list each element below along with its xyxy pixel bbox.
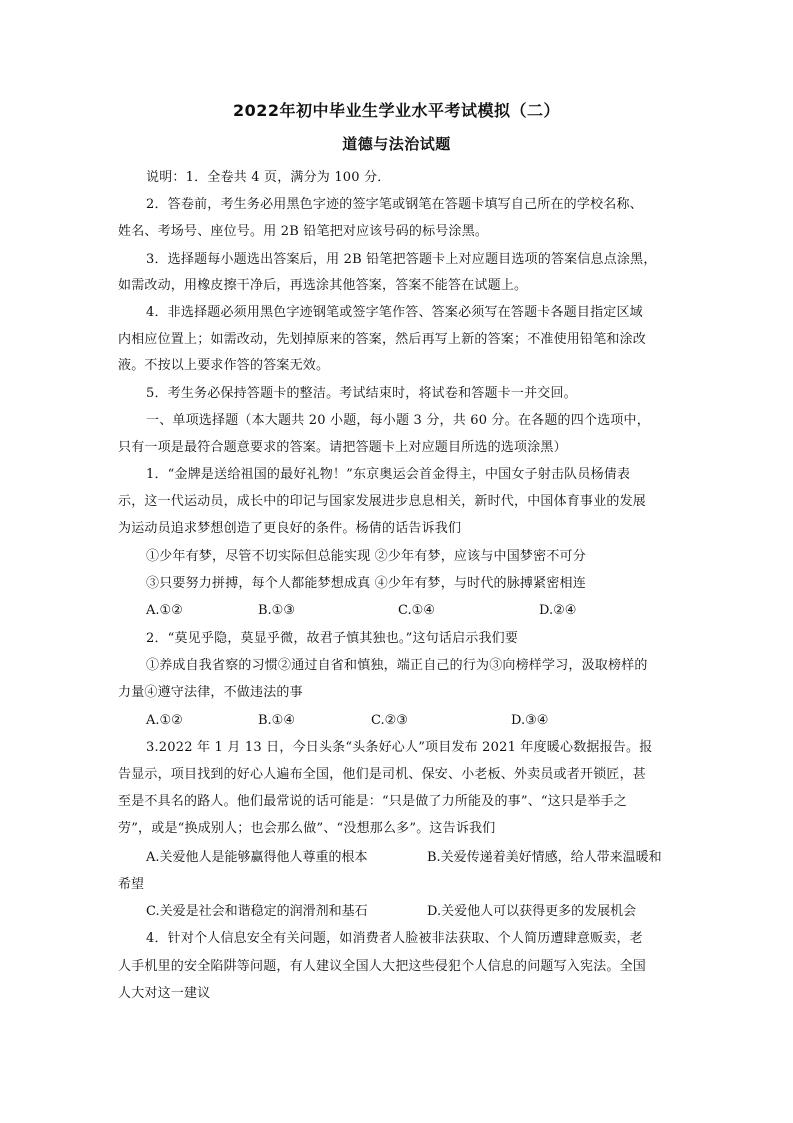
instruction-line: 如需改动，用橡皮擦干净后，再选涂其他答案，答案不能答在试题上。 bbox=[118, 278, 528, 293]
question-4-stem: 人手机里的安全陷阱等问题，有人建议全国人大把这些侵犯个人信息的问题写入宪法。全国 bbox=[118, 959, 647, 974]
instruction-line: 5．考生务必保持答题卡的整洁。考试结束时，将试卷和答题卡一并交回。 bbox=[146, 386, 577, 401]
question-3-option-a: A.关爱他人是能够赢得他人尊重的根本 bbox=[146, 850, 368, 865]
question-1-stem: 为运动员追求梦想创造了更良好的条件。杨倩的话告诉我们 bbox=[118, 521, 462, 536]
question-4-stem: 人大对这一建议 bbox=[118, 986, 211, 1001]
question-2-stem: 2．“莫见乎隐，莫显乎微，故君子慎其独也。”这句话启示我们要 bbox=[146, 631, 519, 646]
question-3-stem: 劳”，或是“换成别人；也会那么做”、“没想那么多”。这告诉我们 bbox=[118, 821, 496, 836]
question-3-option-b-continued: 希望 bbox=[118, 877, 145, 892]
question-4-stem: 4．针对个人信息安全有关问题，如消费者人脸被非法获取、个人简历遭肆意贩卖，老 bbox=[146, 931, 643, 946]
question-1-option-c: C.①④ bbox=[398, 603, 435, 618]
exam-subtitle: 道德与法治试题 bbox=[342, 135, 451, 153]
question-3-stem: 至是不具名的路人。他们最常说的话可能是：“只是做了力所能及的事”、“这只是举手之 bbox=[118, 794, 627, 809]
question-3-stem: 告显示，项目找到的好心人遍布全国，他们是司机、保安、小老板、外卖员或者开锁匠，甚 bbox=[118, 767, 647, 782]
question-1-option-a: A.①② bbox=[146, 603, 183, 618]
question-2-option-d: D.③④ bbox=[511, 713, 549, 728]
instruction-line: 内相应位置上；如需改动，先划掉原来的答案，然后再写上新的答案；不准使用铅笔和涂改 bbox=[118, 332, 647, 347]
exam-title: 2022年初中毕业生学业水平考试模拟（二） bbox=[232, 101, 561, 120]
question-2-statement: 力量④遵守法律，不做违法的事 bbox=[118, 685, 303, 700]
question-1-stem: 1．“金牌是送给祖国的最好礼物！”东京奥运会首金得主，中国女子射击队员杨倩表 bbox=[146, 467, 631, 482]
question-1-statement: ③只要努力拼搏，每个人都能梦想成真 ④少年有梦，与时代的脉搏紧密相连 bbox=[146, 576, 586, 591]
section-heading: 一、单项选择题（本大题共 20 小题，每小题 3 分，共 60 分。在各题的四个选项中， bbox=[146, 413, 650, 428]
question-2-statement: ①养成自我省察的习惯②通过自省和慎独，端正自己的行为③向榜样学习，汲取榜样的 bbox=[146, 658, 648, 673]
question-1-stem: 示，这一代运动员，成长中的印记与国家发展进步息息相关，新时代，中国体育事业的发展 bbox=[118, 494, 647, 509]
question-1-option-b: B.①③ bbox=[258, 603, 295, 618]
instruction-line: 说明：1．全卷共 4 页，满分为 100 分． bbox=[146, 170, 391, 185]
question-2-option-b: B.①④ bbox=[258, 713, 295, 728]
question-1-option-d: D.②④ bbox=[539, 603, 577, 618]
question-2-option-c: C.②③ bbox=[371, 713, 408, 728]
question-3-stem: 3.2022 年 1 月 13 日，今日头条“头条好心人”项目发布 2021 年度暖心数据报告。报 bbox=[146, 740, 653, 755]
question-3-option-d: D.关爱他人可以获得更多的发展机会 bbox=[427, 904, 637, 919]
question-1-statement: ①少年有梦，尽管不切实际但总能实现 ②少年有梦，应该与中国梦密不可分 bbox=[146, 549, 586, 564]
instruction-line: 3．选择题每小题选出答案后，用 2B 铅笔把答题卡上对应题目选项的答案信息点涂黑， bbox=[146, 252, 657, 267]
instruction-line: 姓名、考场号、座位号。用 2B 铅笔把对应该号码的标号涂黑。 bbox=[118, 224, 489, 239]
question-3-option-b: B.关爱传递着美好情感，给人带来温暖和 bbox=[427, 850, 662, 865]
question-2-option-a: A.①② bbox=[146, 713, 183, 728]
instruction-line: 2．答卷前，考生务必用黑色字迹的签字笔或钢笔在答题卡填写自己所在的学校名称、 bbox=[146, 197, 643, 212]
instruction-line: 液。不按以上要求作答的答案无效。 bbox=[118, 358, 330, 373]
question-3-option-c: C.关爱是社会和谐稳定的润滑剂和基石 bbox=[146, 904, 368, 919]
section-heading: 只有一项是最符合题意要求的答案。请把答题卡上对应题目所选的选项涂黑） bbox=[118, 440, 567, 455]
instruction-line: 4．非选择题必须用黑色字迹钢笔或签字笔作答、答案必须写在答题卡各题目指定区域 bbox=[146, 305, 643, 320]
